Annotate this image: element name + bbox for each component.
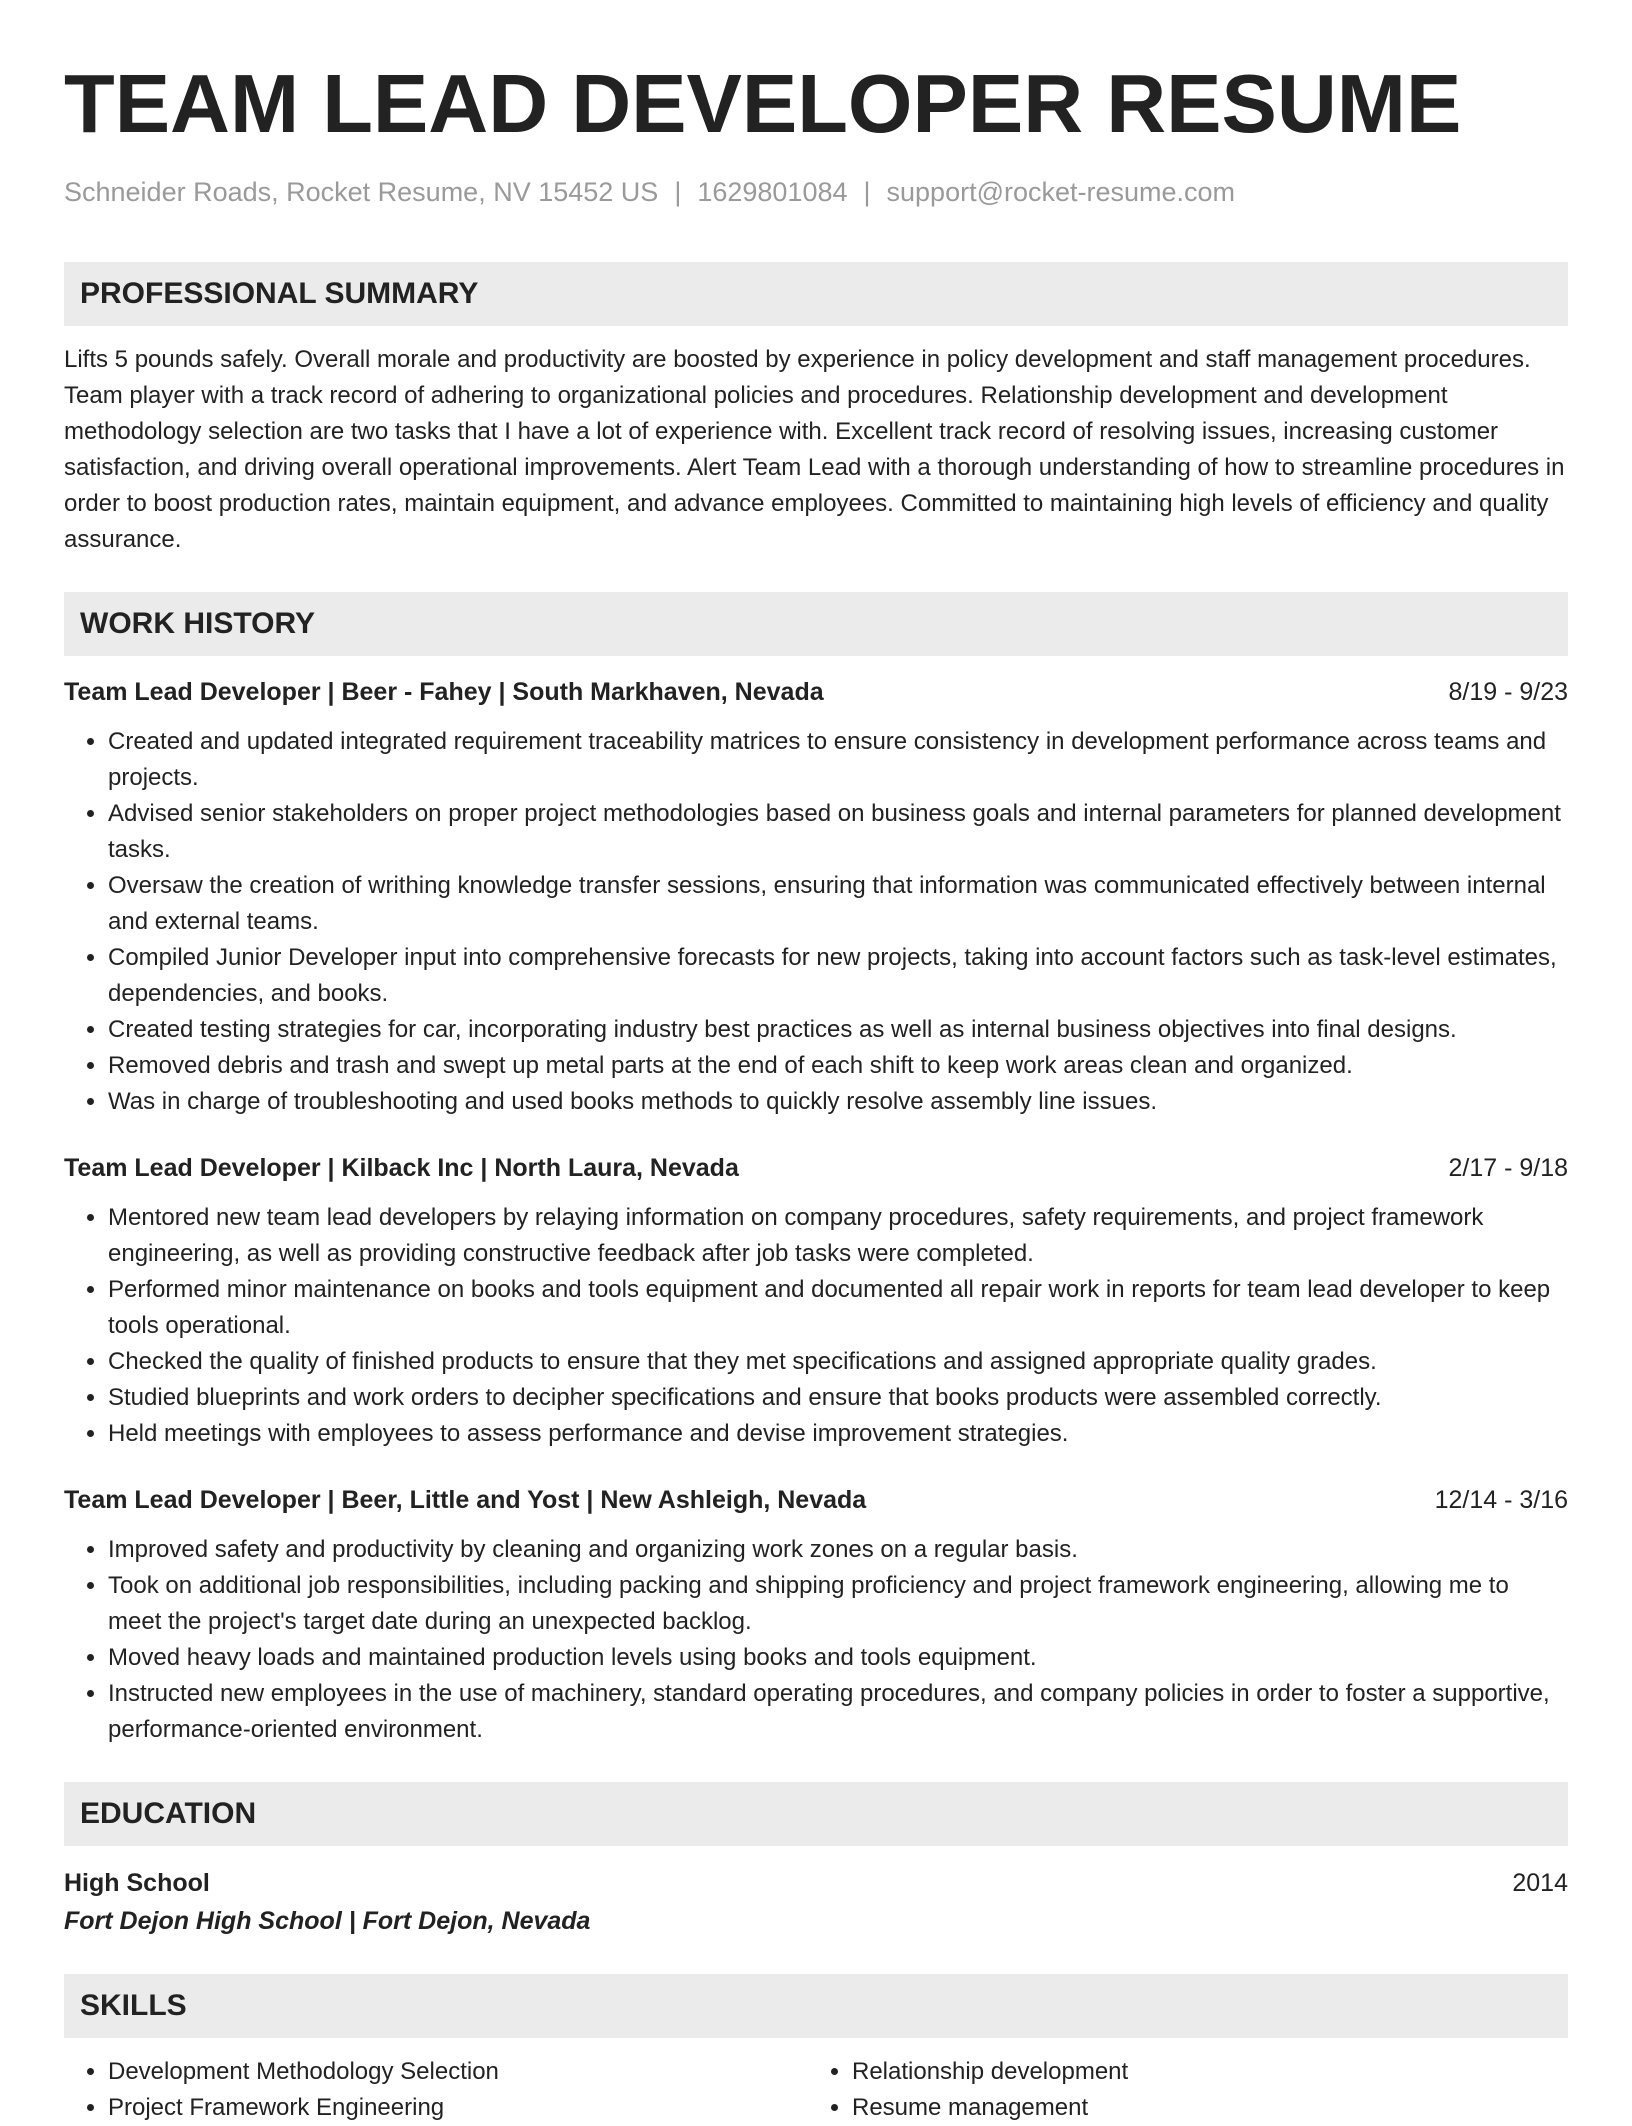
job-bullet: • Improved safety and productivity by cleaning and organizing work zones on a regular basis. bbox=[108, 1532, 1568, 1568]
job-bullets bbox=[64, 1200, 1568, 1452]
summary-text: Lifts 5 pounds safely. Overall morale and productivity are boosted by experience in policy development and staff management procedures. Team player with a track record of adhering to organizational policies and procedures. Relationship development and development methodology selection are two tasks that I have a lot of experience with. Excellent track record of resolving issues, increasing customer satisfaction, and driving overall operational improvements. Alert Team Lead with a thorough understanding of how to streamline procedures in order to boost production rates, maintain equipment, and advance employees. Committed to maintaining high levels of efficiency and quality assurance. bbox=[64, 346, 1565, 553]
job-bullet: • Checked the quality of finished products to ensure that they met specifications and assigned appropriate quality grades. bbox=[108, 1344, 1568, 1380]
work-heading: WORK HISTORY bbox=[80, 607, 316, 640]
job-bullets bbox=[64, 724, 1568, 1120]
job-bullet: • Created and updated integrated requirement traceability matrices to ensure consistency in development performance across teams and projects. bbox=[108, 724, 1568, 796]
job-bullet: • Held meetings with employees to assess performance and devise improvement strategies. bbox=[108, 1416, 1568, 1452]
contact-line bbox=[64, 174, 1568, 210]
resume-title: TEAM LEAD DEVELOPER RESUME bbox=[64, 57, 1462, 150]
job-title: Team Lead Developer | Beer - Fahey | South Markhaven, Nevada bbox=[64, 678, 824, 706]
job-bullet: • Compiled Junior Developer input into comprehensive forecasts for new projects, taking into account factors such as task-level estimates, dependencies, and books. bbox=[108, 940, 1568, 1012]
skills-column-right bbox=[808, 2054, 1552, 2126]
contact-email[interactable]: support@rocket-resume.com bbox=[886, 177, 1236, 207]
job-bullet: • Advised senior stakeholders on proper project methodologies based on business goals and internal parameters for planned development tasks. bbox=[108, 796, 1568, 868]
job-bullet: • Oversaw the creation of writhing knowledge transfer sessions, ensuring that information was communicated effectively between internal and external teams. bbox=[108, 868, 1568, 940]
job-dates: 2/17 - 9/18 bbox=[1448, 1154, 1568, 1182]
work-section-header bbox=[64, 592, 1568, 656]
education-row bbox=[64, 1864, 1568, 1902]
skills-section-header bbox=[64, 1974, 1568, 2038]
job-bullet: • Removed debris and trash and swept up metal parts at the end of each shift to keep work areas clean and organized. bbox=[108, 1048, 1568, 1084]
job-bullet: • Studied blueprints and work orders to decipher specifications and ensure that books products were assembled correctly. bbox=[108, 1380, 1568, 1416]
job-entry bbox=[64, 1150, 1568, 1452]
skills-column-left bbox=[64, 2054, 808, 2126]
job-dates: 12/14 - 3/16 bbox=[1434, 1486, 1568, 1514]
education-heading: EDUCATION bbox=[80, 1797, 257, 1830]
job-bullet: • Instructed new employees in the use of machinery, standard operating procedures, and company policies in order to foster a supportive, performance-oriented environment. bbox=[108, 1676, 1568, 1748]
skills-heading: SKILLS bbox=[80, 1989, 187, 2022]
job-entry bbox=[64, 1482, 1568, 1748]
job-bullet: • Created testing strategies for car, incorporating industry best practices as well as internal business objectives into final designs. bbox=[108, 1012, 1568, 1048]
skill-item: • Resume management bbox=[852, 2090, 1552, 2126]
contact-phone: 1629801084 bbox=[697, 177, 848, 207]
contact-separator: | bbox=[863, 177, 871, 207]
job-header bbox=[64, 1482, 1568, 1518]
job-bullets bbox=[64, 1532, 1568, 1748]
work-history-list bbox=[64, 674, 1568, 1748]
summary-heading: PROFESSIONAL SUMMARY bbox=[80, 277, 479, 310]
job-title: Team Lead Developer | Beer, Little and Yost | New Ashleigh, Nevada bbox=[64, 1486, 867, 1514]
job-title: Team Lead Developer | Kilback Inc | North Laura, Nevada bbox=[64, 1154, 739, 1182]
education-year: 2014 bbox=[1512, 1869, 1568, 1897]
contact-address: Schneider Roads, Rocket Resume, NV 15452 US bbox=[64, 177, 659, 207]
education-section-header bbox=[64, 1782, 1568, 1846]
job-entry bbox=[64, 674, 1568, 1120]
summary-section-header bbox=[64, 262, 1568, 326]
job-bullet: • Was in charge of troubleshooting and used books methods to quickly resolve assembly line issues. bbox=[108, 1084, 1568, 1120]
skills-list bbox=[64, 2054, 1568, 2126]
skill-item: • Relationship development bbox=[852, 2054, 1552, 2090]
skill-item: • Project Framework Engineering bbox=[108, 2090, 808, 2126]
job-dates: 8/19 - 9/23 bbox=[1448, 678, 1568, 706]
education-degree: High School bbox=[64, 1869, 210, 1897]
job-header bbox=[64, 674, 1568, 710]
job-bullet: • Performed minor maintenance on books and tools equipment and documented all repair work in reports for team lead developer to keep tools operational. bbox=[108, 1272, 1568, 1344]
skill-item: • Development Methodology Selection bbox=[108, 2054, 808, 2090]
job-bullet: • Mentored new team lead developers by relaying information on company procedures, safety requirements, and project framework engineering, as well as providing constructive feedback after job tasks were completed. bbox=[108, 1200, 1568, 1272]
job-bullet: • Took on additional job responsibilities, including packing and shipping proficiency and project framework engineering, allowing me to meet the project's target date during an unexpected backlog. bbox=[108, 1568, 1568, 1640]
education-school: Fort Dejon High School | Fort Dejon, Nevada bbox=[64, 1907, 591, 1935]
contact-separator: | bbox=[674, 177, 682, 207]
job-header bbox=[64, 1150, 1568, 1186]
job-bullet: • Moved heavy loads and maintained production levels using books and tools equipment. bbox=[108, 1640, 1568, 1676]
